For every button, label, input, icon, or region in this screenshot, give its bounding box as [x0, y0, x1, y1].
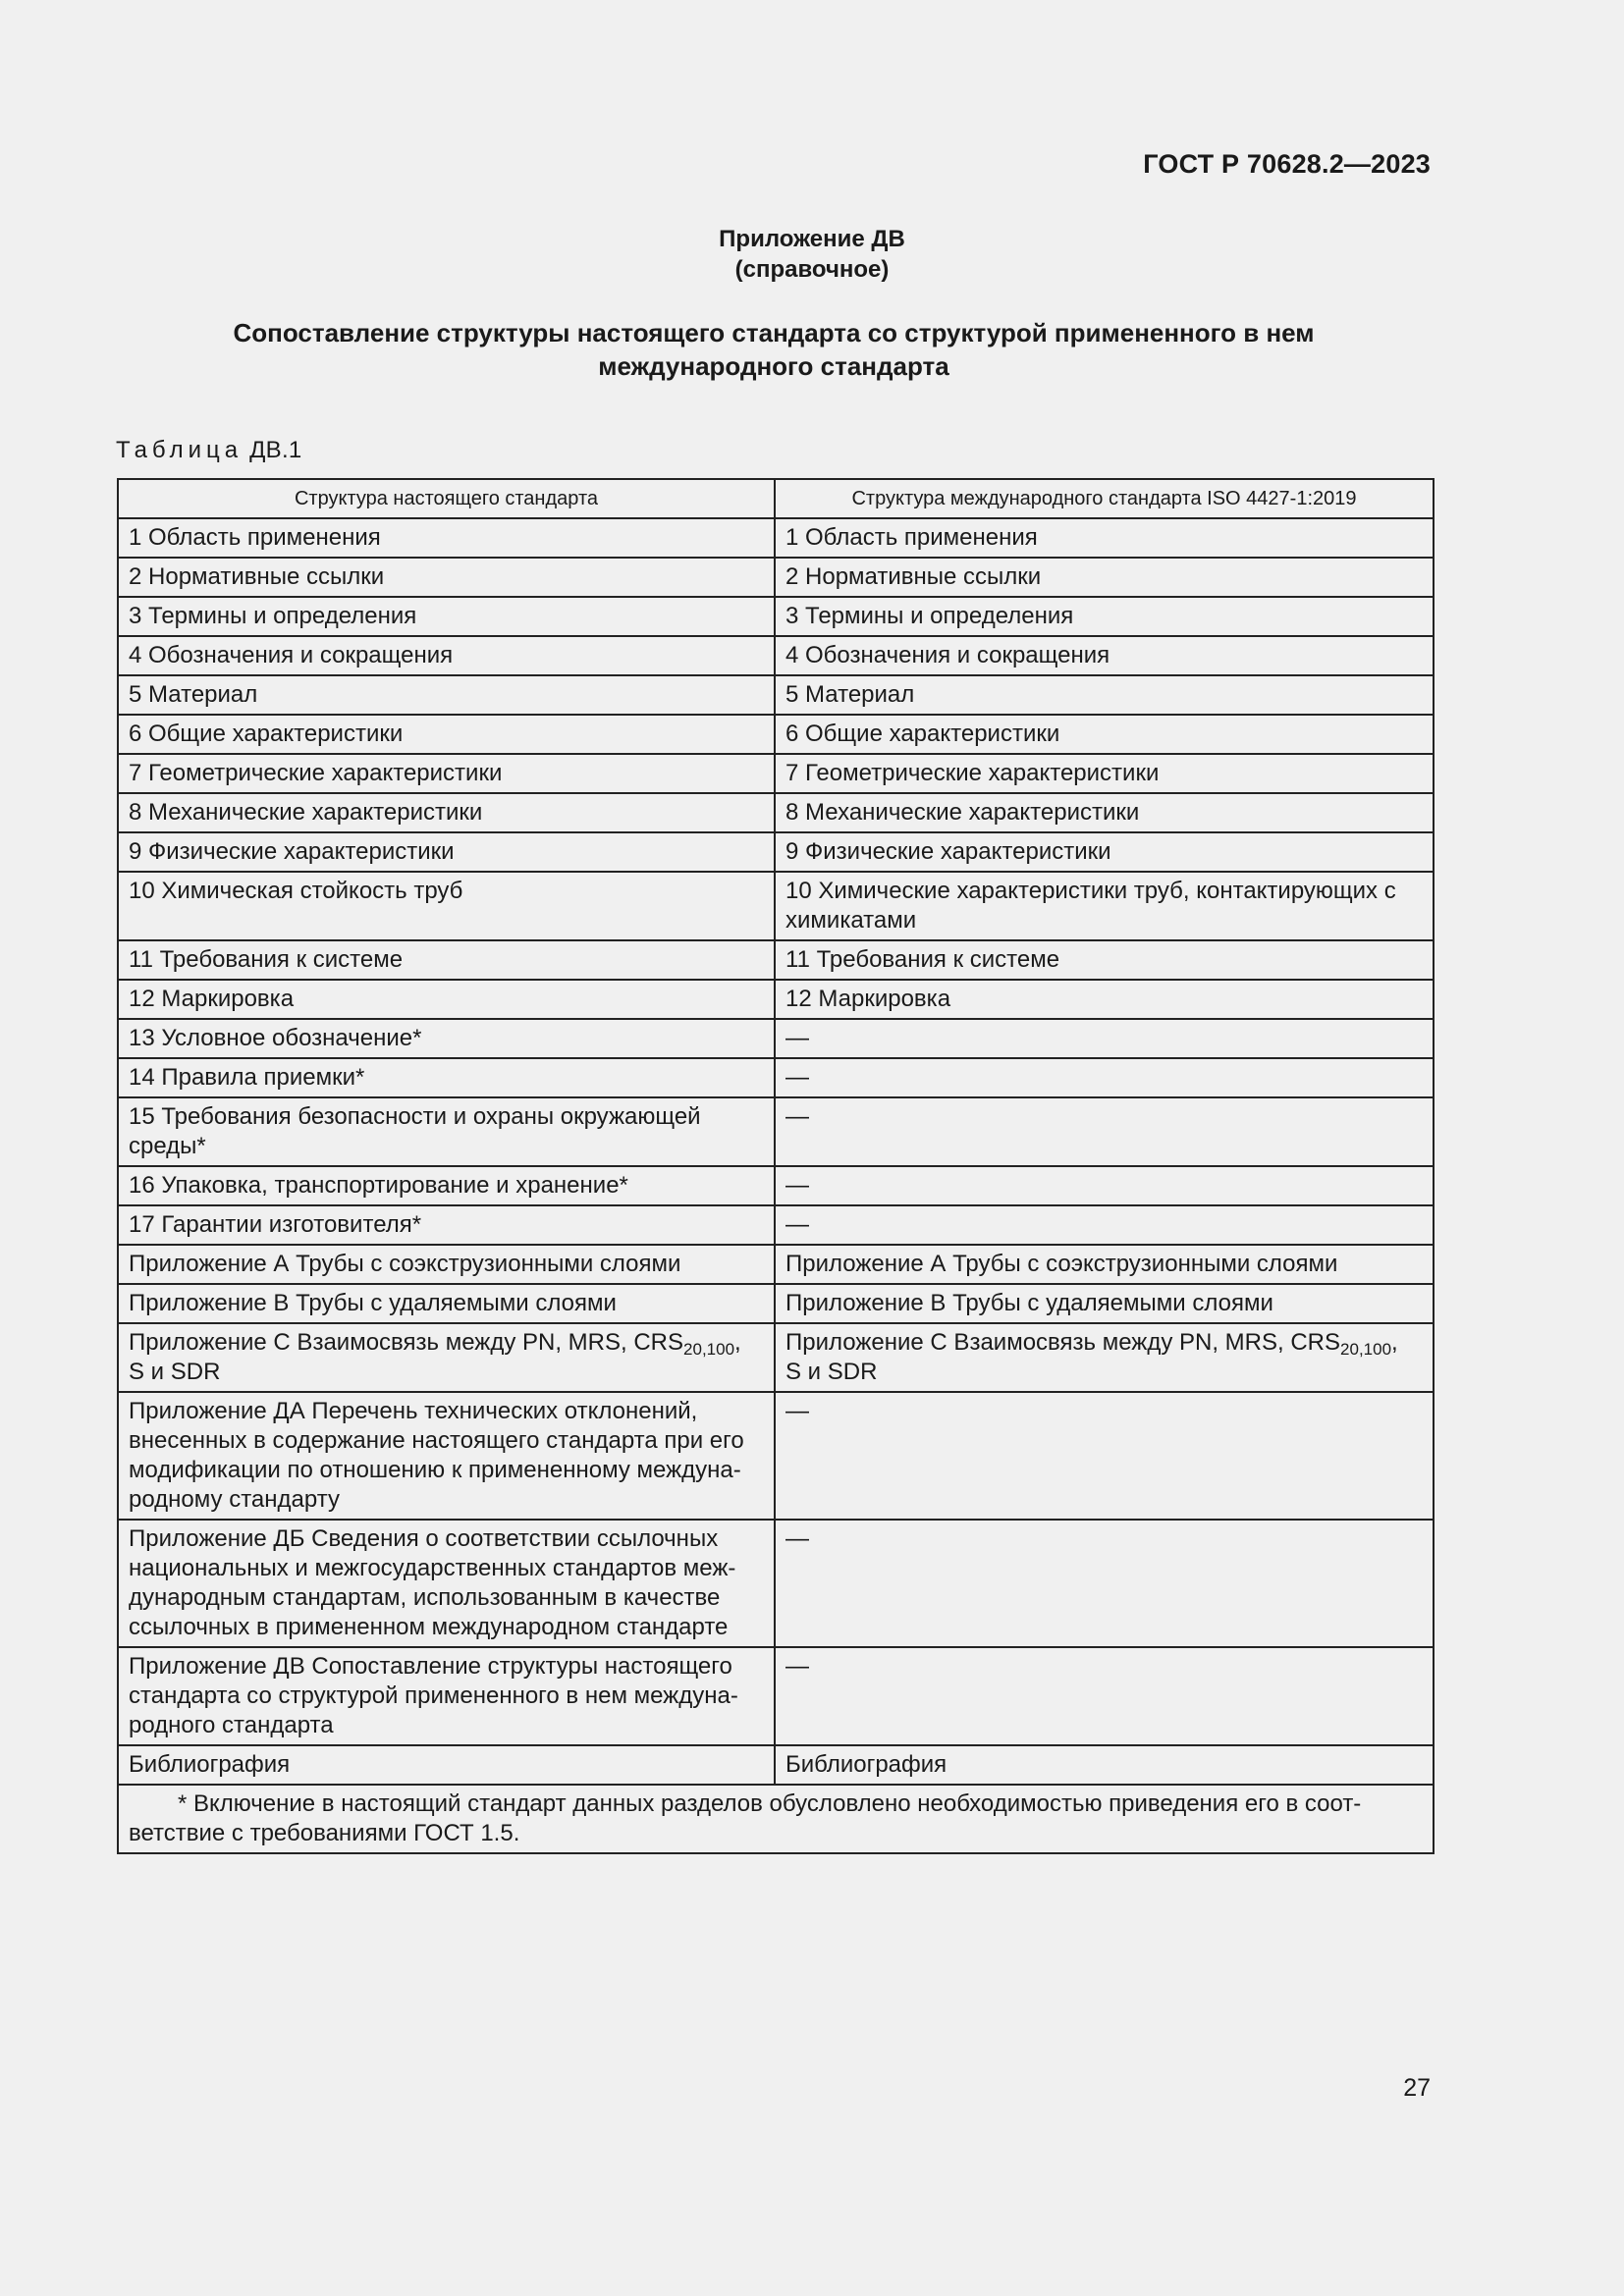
cell-international: 7 Геометрические характеристики [775, 754, 1434, 793]
annex-c-comma: , [1391, 1329, 1398, 1356]
table-row [118, 1166, 1434, 1205]
cell-national: Приложение А Трубы с соэкструзионными слоями [118, 1245, 775, 1284]
table-row [118, 872, 1434, 940]
table-row [118, 558, 1434, 597]
cell-national: Приложение ДБ Сведения о соответствии ссылочных национальных и межгосударственных стандартов меж-дународным стандартам, использованным в качестве ссылочных в примененном международном стандарте [118, 1520, 775, 1647]
annex-c-comma: , [734, 1329, 741, 1356]
cell-international: 1 Область применения [775, 518, 1434, 558]
cell-international: 12 Маркировка [775, 980, 1434, 1019]
table-row [118, 940, 1434, 980]
annex-heading [0, 224, 1624, 285]
table-row [118, 832, 1434, 872]
cell-international: 3 Термины и определения [775, 597, 1434, 636]
cell-national: Приложение ДВ Сопоставление структуры настоящего стандарта со структурой примененного в нем междуна-родного стандарта [118, 1647, 775, 1745]
table-row [118, 1284, 1434, 1323]
cell-international-dash: — [775, 1019, 1434, 1058]
structure-comparison-table [117, 478, 1435, 1854]
annex-c-subscript: 20,100 [1340, 1340, 1392, 1359]
cell-national: 10 Химическая стойкость труб [118, 872, 775, 940]
table-label-number: ДВ.1 [249, 437, 302, 463]
annex-c-text: Приложение С Взаимосвязь между PN, MRS, CRS [129, 1329, 684, 1356]
page-title-line-2: международного стандарта [598, 351, 949, 381]
cell-international: 8 Механические характеристики [775, 793, 1434, 832]
cell-international-annex-c [775, 1323, 1434, 1392]
cell-national: 7 Геометрические характеристики [118, 754, 775, 793]
table-row [118, 518, 1434, 558]
table-row [118, 1205, 1434, 1245]
cell-national: 2 Нормативные ссылки [118, 558, 775, 597]
cell-international: 6 Общие характеристики [775, 715, 1434, 754]
table-row [118, 754, 1434, 793]
cell-national: 5 Материал [118, 675, 775, 715]
cell-international-dash: — [775, 1520, 1434, 1647]
page-number: 27 [1403, 2074, 1431, 2102]
table-row [118, 1245, 1434, 1284]
annex-c-tail: S и SDR [129, 1359, 221, 1385]
cell-international-dash: — [775, 1166, 1434, 1205]
cell-national: 13 Условное обозначение* [118, 1019, 775, 1058]
annex-title: Приложение ДВ [719, 226, 905, 252]
cell-national: 12 Маркировка [118, 980, 775, 1019]
page-title [0, 316, 1547, 383]
annex-subtitle: (справочное) [734, 256, 890, 283]
cell-national: 15 Требования безопасности и охраны окружающей среды* [118, 1097, 775, 1166]
cell-national: 11 Требования к системе [118, 940, 775, 980]
table-footnote [118, 1785, 1434, 1853]
cell-national: Библиография [118, 1745, 775, 1785]
table-footnote-row [118, 1785, 1434, 1853]
cell-national: 3 Термины и определения [118, 597, 775, 636]
table-label-prefix: Таблица [116, 437, 244, 463]
table-header-row [118, 479, 1434, 518]
cell-international: 2 Нормативные ссылки [775, 558, 1434, 597]
header-international-structure: Структура международного стандарта ISO 4427-1:2019 [775, 479, 1434, 518]
cell-international: 10 Химические характеристики труб, контактирующих с химикатами [775, 872, 1434, 940]
table-row [118, 980, 1434, 1019]
table-row [118, 1058, 1434, 1097]
table-row [118, 675, 1434, 715]
table-row [118, 1019, 1434, 1058]
cell-international: Приложение В Трубы с удаляемыми слоями [775, 1284, 1434, 1323]
table-row [118, 793, 1434, 832]
cell-international-dash: — [775, 1205, 1434, 1245]
cell-national-annex-c [118, 1323, 775, 1392]
cell-international: 5 Материал [775, 675, 1434, 715]
table-row [118, 597, 1434, 636]
cell-international-dash: — [775, 1647, 1434, 1745]
table-row [118, 715, 1434, 754]
cell-international: 9 Физические характеристики [775, 832, 1434, 872]
cell-international-dash: — [775, 1058, 1434, 1097]
page-title-line-1: Сопоставление структуры настоящего стандарта со структурой примененного в нем [233, 318, 1315, 347]
cell-national: 4 Обозначения и сокращения [118, 636, 775, 675]
cell-national: 17 Гарантии изготовителя* [118, 1205, 775, 1245]
cell-national: Приложение В Трубы с удаляемыми слоями [118, 1284, 775, 1323]
table-row [118, 1647, 1434, 1745]
cell-national: 16 Упаковка, транспортирование и хранение* [118, 1166, 775, 1205]
cell-national: 1 Область применения [118, 518, 775, 558]
cell-international: 4 Обозначения и сокращения [775, 636, 1434, 675]
table-row [118, 1520, 1434, 1647]
header-national-structure: Структура настоящего стандарта [118, 479, 775, 518]
cell-international-dash: — [775, 1097, 1434, 1166]
document-number: ГОСТ Р 70628.2—2023 [1143, 149, 1431, 179]
cell-national: 14 Правила приемки* [118, 1058, 775, 1097]
cell-international-dash: — [775, 1392, 1434, 1520]
table-row [118, 1392, 1434, 1520]
cell-international: 11 Требования к системе [775, 940, 1434, 980]
annex-c-tail: S и SDR [785, 1359, 878, 1385]
table-row [118, 636, 1434, 675]
annex-c-text: Приложение С Взаимосвязь между PN, MRS, CRS [785, 1329, 1341, 1356]
table-footnote-text: * Включение в настоящий стандарт данных разделов обусловлено необходимостью приведения его в соот-ветствие с требованиями ГОСТ 1.5. [129, 1790, 1362, 1846]
cell-national: Приложение ДА Перечень технических отклонений, внесенных в содержание настоящего стандарта при его модификации по отношению к примененному междуна-родному стандарту [118, 1392, 775, 1520]
table-label [116, 437, 302, 464]
table-row [118, 1097, 1434, 1166]
cell-national: 8 Механические характеристики [118, 793, 775, 832]
table-row [118, 1323, 1434, 1392]
cell-international: Приложение А Трубы с соэкструзионными слоями [775, 1245, 1434, 1284]
cell-national: 6 Общие характеристики [118, 715, 775, 754]
table-row [118, 1745, 1434, 1785]
cell-national: 9 Физические характеристики [118, 832, 775, 872]
annex-c-subscript: 20,100 [683, 1340, 735, 1359]
cell-international: Библиография [775, 1745, 1434, 1785]
